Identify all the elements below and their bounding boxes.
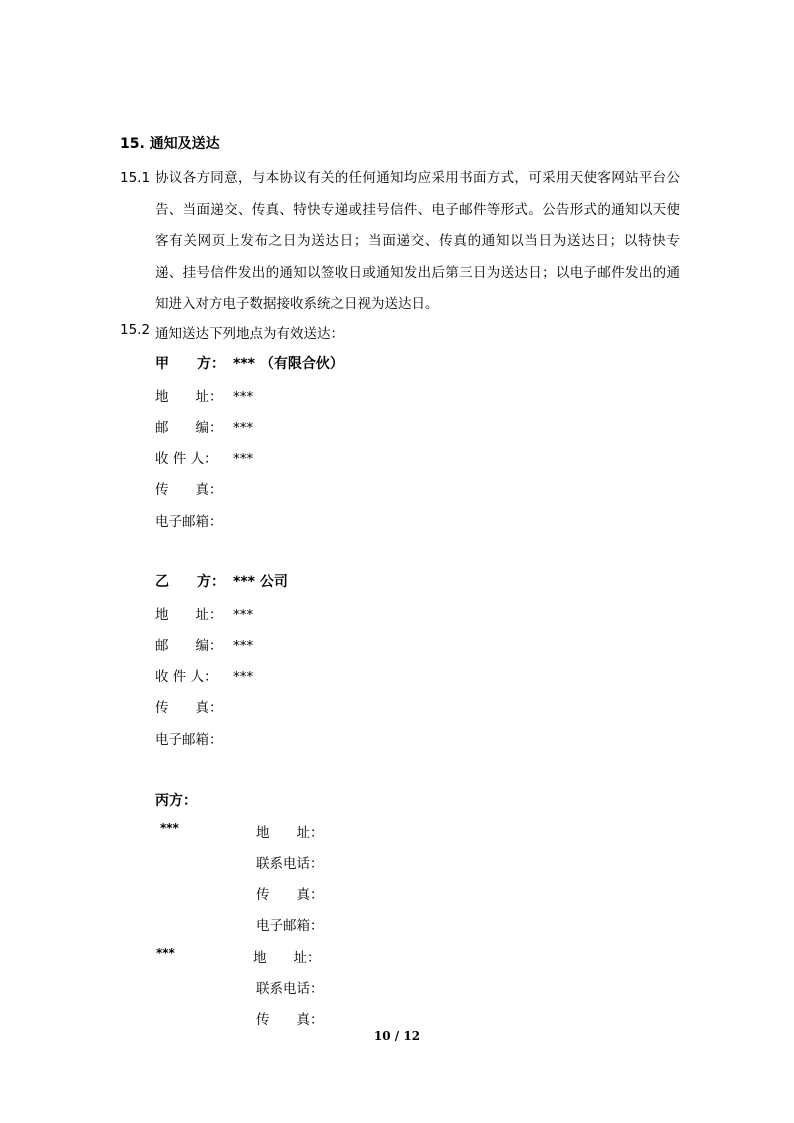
address-label: 地 址： (253, 950, 321, 966)
recipient-value: *** (233, 669, 254, 685)
party-c-entry-name: *** (160, 821, 179, 835)
email-label: 电子邮箱： (155, 732, 223, 748)
party-a-label: 甲 方： (155, 356, 225, 372)
party-b-recipient-row (155, 665, 253, 685)
party-b-address-row (155, 603, 253, 623)
fax-label: 传 真： (256, 887, 324, 903)
email-label: 电子邮箱： (256, 918, 324, 934)
party-a-fax-row (155, 478, 233, 498)
clause-text: 协议各方同意，与本协议有关的任何通知均应采用书面方式，可采用天使客网站平台公告、当面递交、传真、特快专递或挂号信件、电子邮件等形式。公告形式的通知以天使客有关网页上发布之日为送达日；当面递交、传真的通知以当日为送达日；以特快专递、挂号信件发出的通知以签收日或通知发出后第三日为送达日；以电子邮件发出的通知进入对方电子数据接收系统之日视为送达日。 (155, 170, 680, 312)
address-label: 地 址： (155, 607, 223, 623)
party-b-email-row (155, 728, 233, 748)
clause-number: 15.2 (120, 322, 151, 338)
section-number: 15. (120, 136, 145, 152)
fax-label: 传 真： (256, 1012, 324, 1028)
party-c-entry-name: *** (156, 946, 175, 960)
party-a-postcode-row (155, 416, 253, 436)
recipient-value: *** (233, 451, 254, 467)
postcode-value: *** (233, 420, 254, 436)
party-a-name: *** （有限合伙） (233, 356, 344, 372)
party-a-email-row (155, 510, 233, 530)
fax-label: 传 真： (155, 700, 223, 716)
party-c-label: 丙方： (155, 793, 197, 809)
clause-text: 通知送达下列地点为有效送达： (155, 326, 344, 342)
party-b-label: 乙 方： (155, 574, 225, 590)
address-value: *** (233, 389, 254, 405)
party-a-recipient-row (155, 447, 253, 467)
section-title: 通知及送达 (149, 136, 220, 152)
address-label: 地 址： (256, 825, 324, 841)
section-heading (120, 133, 220, 153)
postcode-label: 邮 编： (155, 420, 223, 436)
phone-label: 联系电话： (256, 856, 324, 872)
postcode-label: 邮 编： (155, 638, 223, 654)
clause-number: 15.1 (120, 170, 151, 186)
party-b-fax-row (155, 696, 233, 716)
party-b-postcode-row (155, 634, 253, 654)
address-value: *** (233, 607, 254, 623)
party-a-row (155, 353, 344, 373)
phone-label: 联系电话： (256, 981, 324, 997)
recipient-label: 收 件 人： (155, 451, 218, 467)
party-b-row (155, 571, 288, 591)
party-b-name: *** 公司 (233, 574, 288, 590)
page-number: 10 / 12 (373, 1029, 421, 1043)
email-label: 电子邮箱： (155, 514, 223, 530)
postcode-value: *** (233, 638, 254, 654)
fax-label: 传 真： (155, 482, 223, 498)
address-label: 地 址： (155, 389, 223, 405)
recipient-label: 收 件 人： (155, 669, 218, 685)
party-a-address-row (155, 385, 253, 405)
